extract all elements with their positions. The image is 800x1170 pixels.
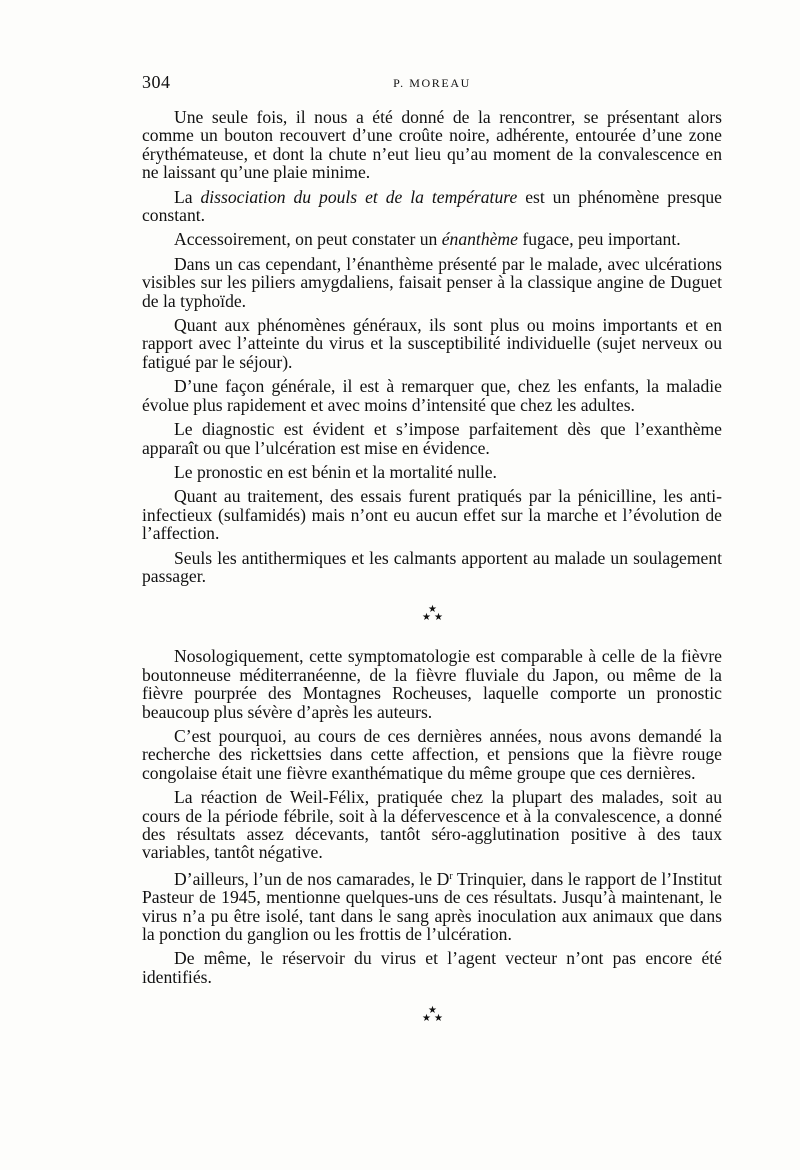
paragraph-13: La réaction de Weil-Félix, pratiquée chez la plupart des malades, soit au cours de la période fébrile, soit à la défervescence et à la convalescence, a donné des résultats assez décevants, tantôt séro-agglutination positive à des taux variables, tantôt négative. bbox=[142, 787, 722, 863]
paragraph-3 bbox=[142, 230, 722, 248]
asterism-icon bbox=[422, 605, 442, 623]
running-head: P. MOREAU bbox=[393, 76, 471, 90]
paragraph-8: Le pronostic en est bénin et la mortalité nulle. bbox=[174, 461, 497, 482]
asterism-star: ★ bbox=[434, 1013, 443, 1025]
body-text bbox=[142, 107, 723, 1025]
paragraph-9: Quant au traitement, des essais furent pratiqués par la pénicilline, les anti-infectieux (sulfamidés) mais n’ont eu aucun effet sur la marche et l’évolution de l’affection. bbox=[142, 486, 722, 544]
asterism-star: ★ bbox=[428, 604, 437, 616]
paragraph-7: Le diagnostic est évident et s’impose parfaitement dès que l’exanthème apparaît ou que l’ulcération est mise en évidence. bbox=[142, 419, 722, 458]
paragraph-15: De même, le réservoir du virus et l’agent vecteur n’ont pas encore été identifiés. bbox=[142, 948, 722, 987]
asterism-star: ★ bbox=[434, 612, 443, 624]
paragraph-11: Nosologiquement, cette symptomatologie est comparable à celle de la fièvre boutonneuse méditerranéenne, de la fièvre fluviale du Japon, ou même de la fièvre pourprée des Montagnes Rocheuses, laquelle comporte un pronostic beaucoup plus sévère d’après les auteurs. bbox=[142, 646, 722, 722]
section-break-asterism bbox=[142, 591, 722, 647]
paragraph-12: C’est pourquoi, au cours de ces dernières années, nous avons demandé la recherche des rickettsies dans cette affection, et pensions que la fièvre rouge congolaise était une fièvre exanthématique du même groupe que ces dernières. bbox=[142, 725, 722, 783]
page-header bbox=[142, 72, 722, 98]
paragraph-14-start: D’ailleurs, l’un de nos camarades, le D bbox=[174, 868, 450, 889]
paragraph-1: Une seule fois, il nous a été donné de la rencontrer, se présentant alors comme un bouton recouvert d’une croûte noire, adhérente, entourée d’une zone érythémateuse, et dont la chute n’eut lieu qu’au moment de la convalescence en ne laissant qu’une plaie minime. bbox=[142, 107, 722, 183]
page-number: 304 bbox=[142, 72, 171, 92]
paragraph-2-end: est un phénomène presque constant. bbox=[142, 186, 722, 226]
paragraph-5: Quant aux phénomènes généraux, ils sont plus ou moins importants et en rapport avec l’atteinte du virus et la susceptibilité individuelle (sujet nerveux ou fatigué par le séjour). bbox=[142, 315, 722, 372]
asterism-star: ★ bbox=[422, 612, 431, 624]
section-break-asterism-end bbox=[142, 992, 722, 1025]
paragraph-14 bbox=[142, 868, 722, 944]
asterism-icon bbox=[422, 1006, 442, 1024]
paragraph-14-end: Trinquier, dans le rapport de l’Institut Pasteur de 1945, mentionne quelques-uns de ces résultats. Jusqu’à maintenant, le virus n’a pu être isolé, tant dans le sang après inoculation aux animaux que dans la ponction du ganglion ou les frottis de l’ulcération. bbox=[142, 868, 723, 945]
asterism-star: ★ bbox=[428, 1005, 437, 1017]
paragraph-3-start: Accessoirement, on peut constater un bbox=[174, 229, 442, 250]
paragraph-2 bbox=[142, 188, 722, 225]
paragraph-2-start: La bbox=[174, 186, 201, 207]
paragraph-4: Dans un cas cependant, l’énanthème présenté par le malade, avec ulcérations visibles sur les piliers amygdaliens, faisait penser à la classique angine de Duguet de la typhoïde. bbox=[142, 253, 722, 311]
paragraph-14-superscript: r bbox=[449, 870, 453, 882]
paragraph-6: D’une façon générale, il est à remarquer que, chez les enfants, la maladie évolue plus rapidement et avec moins d’intensité que chez les adultes. bbox=[142, 376, 722, 415]
paragraph-2-emphasis: dissociation du pouls et de la température bbox=[200, 186, 518, 207]
asterism-star: ★ bbox=[422, 1013, 431, 1025]
paragraph-3-end: fugace, peu important. bbox=[517, 229, 681, 250]
paragraph-3-emphasis: énanthème bbox=[441, 229, 518, 250]
paragraph-10: Seuls les antithermiques et les calmants apportent au malade un soulagement passager. bbox=[142, 547, 722, 586]
